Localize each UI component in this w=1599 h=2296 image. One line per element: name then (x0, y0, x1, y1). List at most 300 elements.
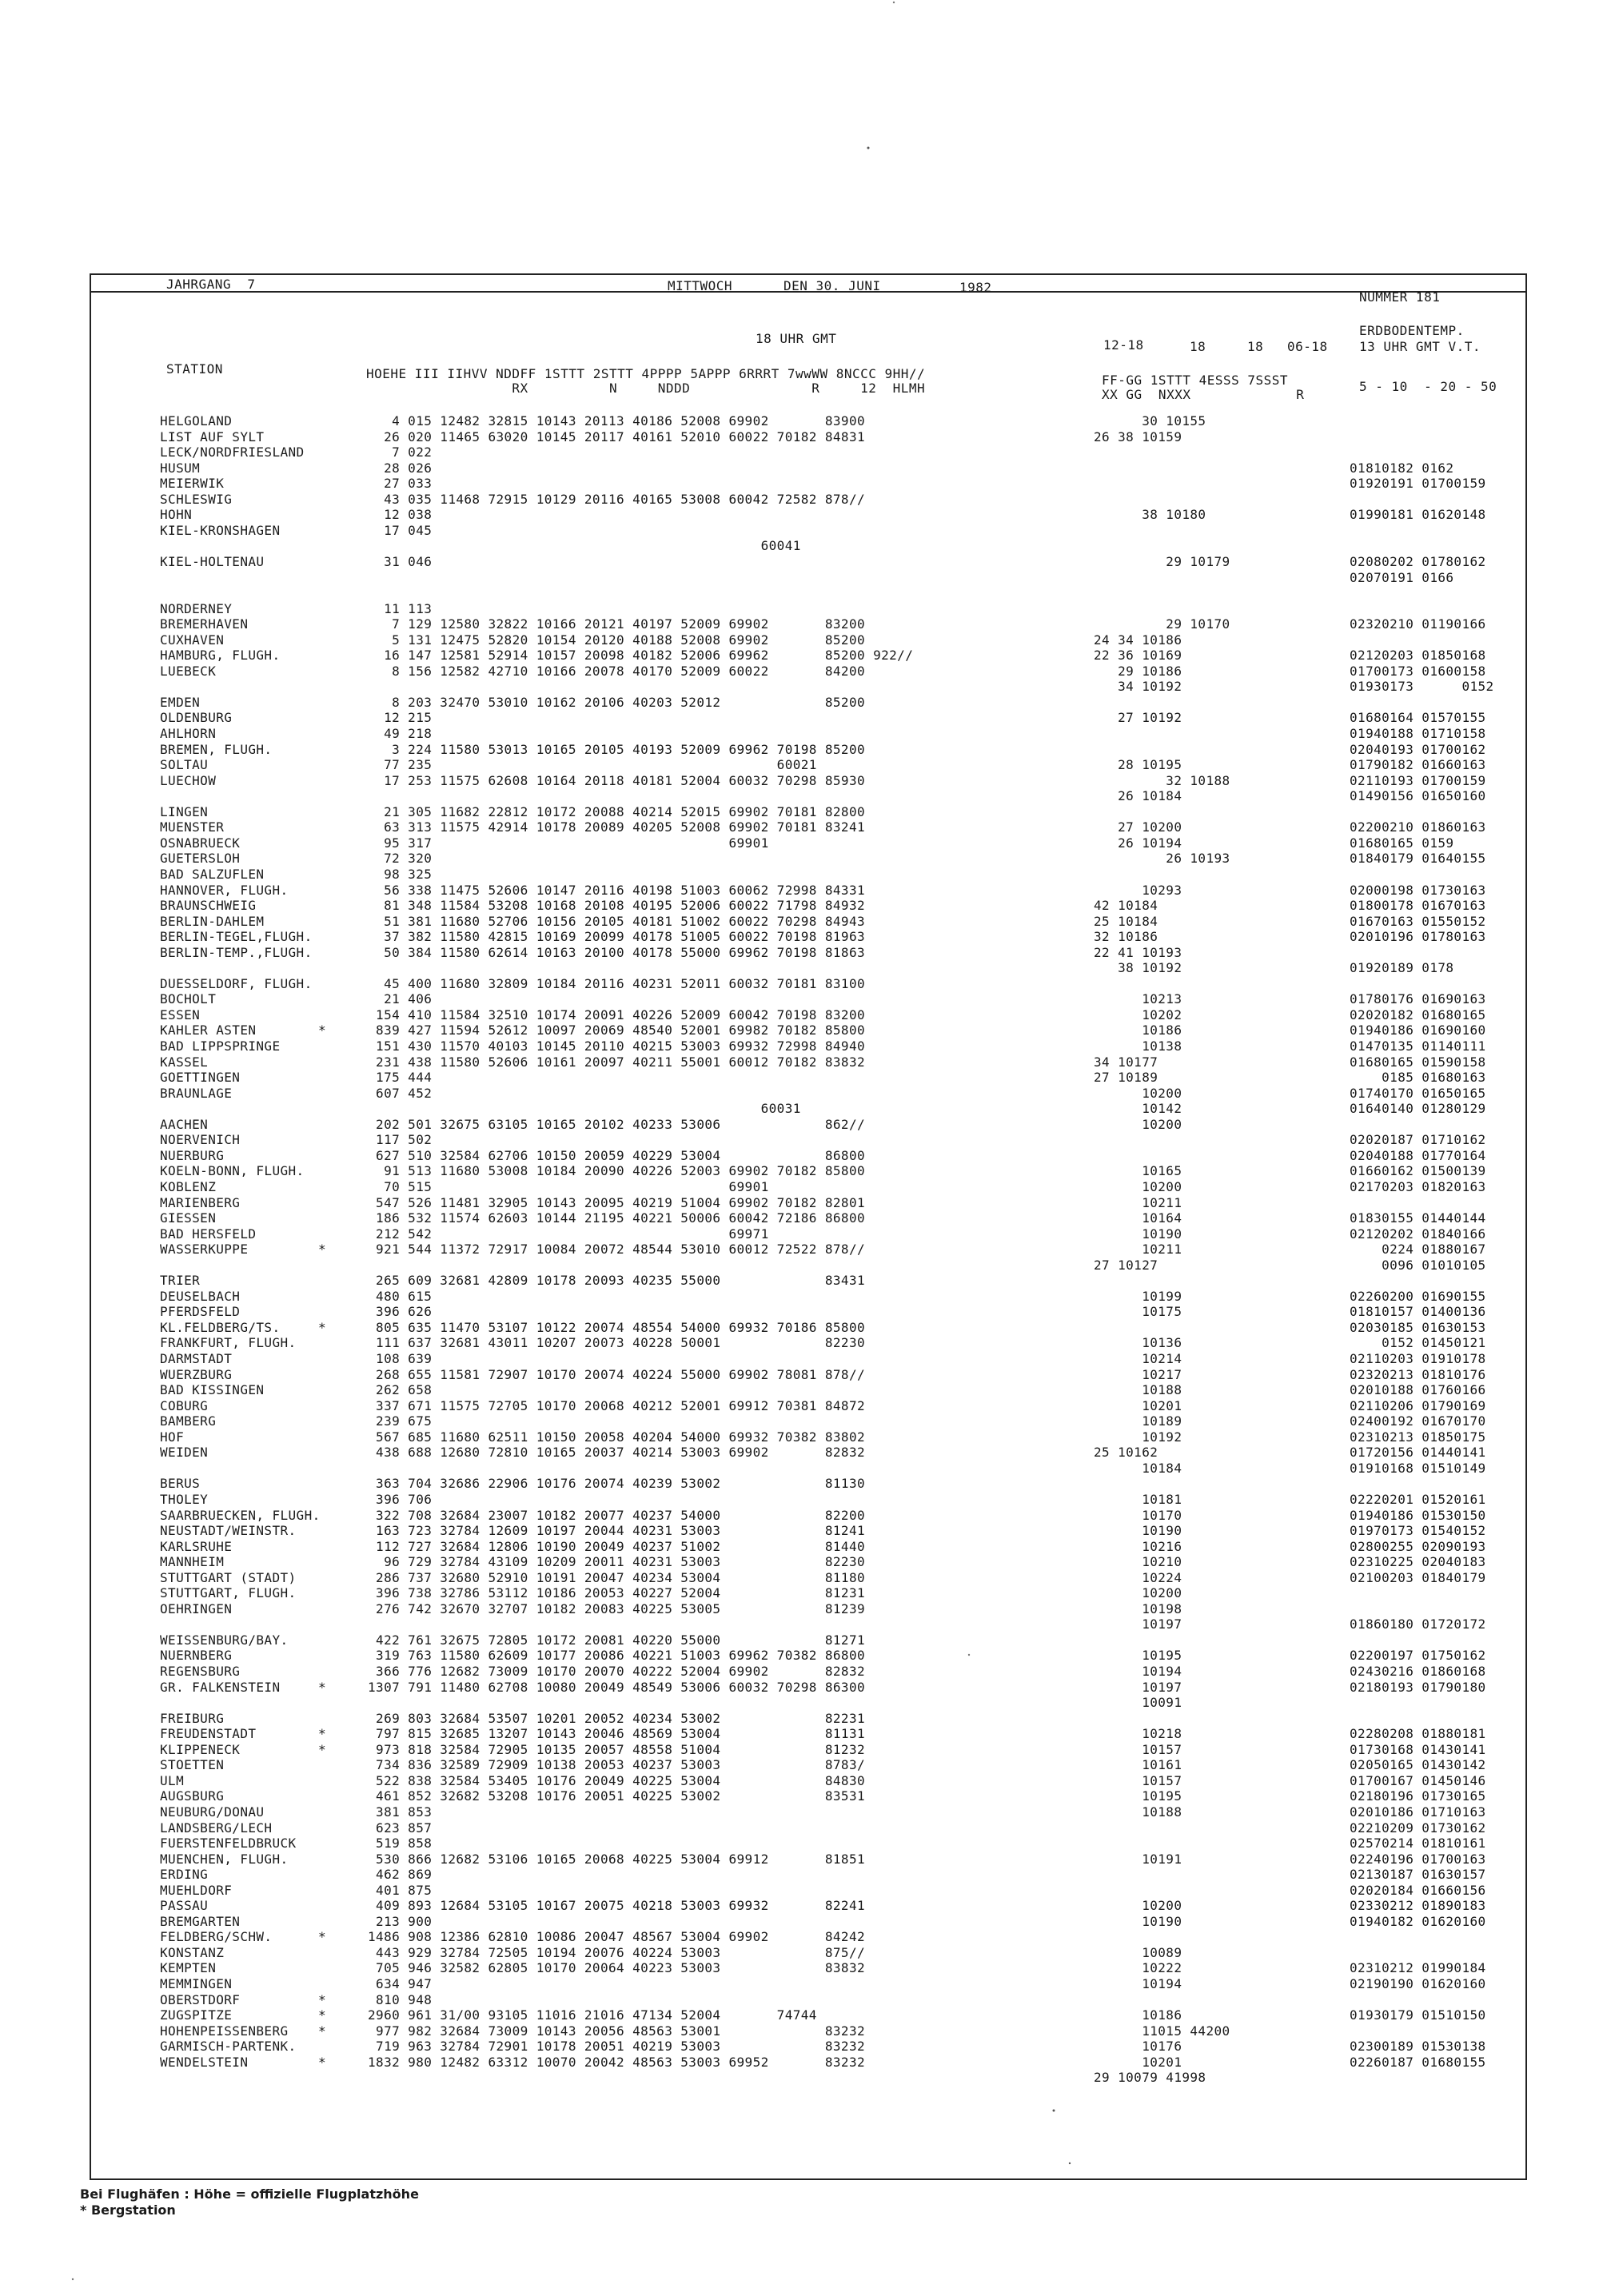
extra-code-groups: 10188 (1094, 1804, 1182, 1820)
issue-number: NUMMER 181 (1359, 289, 1441, 305)
station-name: KAHLER ASTEN (160, 1022, 257, 1038)
synop-code-groups: 8 203 32470 53010 10162 20106 40203 52012 85200 (368, 695, 866, 710)
station-name: BERLIN-TEMP.,FLUGH. (160, 945, 313, 960)
soil-temperatures: 02000198 01730163 (1350, 883, 1486, 898)
extra-code-groups: 32 10188 (1094, 773, 1230, 788)
station-name: STUTTGART (STADT) (160, 1570, 297, 1585)
extra-code-groups: 10186 (1094, 1022, 1182, 1038)
jahrgang-label: JAHRGANG 7 (166, 277, 256, 292)
synop-code-groups: 151 430 11570 40103 10145 20110 40215 53003 69932 72998 84940 (368, 1038, 866, 1054)
soil-temperatures: 0185 01680163 (1350, 1070, 1486, 1085)
synop-code-groups: 81 348 11584 53208 10168 20108 40195 52006 60022 71798 84932 (368, 898, 866, 913)
synop-code-groups: 60031 (368, 1101, 801, 1116)
station-name: KOBLENZ (160, 1179, 217, 1194)
soil-temperatures: 01830155 01440144 (1350, 1210, 1486, 1226)
station-name: BERLIN-DAHLEM (160, 914, 265, 929)
extra-code-groups: 10157 (1094, 1773, 1182, 1788)
synop-code-groups: 175 444 (368, 1070, 433, 1085)
mountain-station-marker: * (318, 2007, 327, 2023)
soil-temperatures: 02220201 01520161 (1350, 1492, 1486, 1507)
extra-code-groups: 10194 (1094, 1976, 1182, 1991)
synop-code-groups: 108 639 (368, 1351, 433, 1366)
synop-code-groups: 1486 908 12386 62810 10086 20047 48567 53004 69902 84242 (368, 1929, 866, 1944)
synop-code-groups: 49 218 (368, 726, 433, 741)
station-name: DUESSELDORF, FLUGH. (160, 976, 313, 991)
soil-temperatures: 02110193 01700159 (1350, 773, 1486, 788)
synop-code-groups: 810 948 (368, 1992, 433, 2007)
soil-temperatures: 0152 01450121 (1350, 1335, 1486, 1350)
station-name: REGENSBURG (160, 1664, 241, 1679)
station-name: NOERVENICH (160, 1132, 241, 1147)
synop-code-groups: 51 381 11680 52706 10156 20105 40181 51002 60022 70298 84943 (368, 914, 866, 929)
soil-temperatures: 01810157 01400136 (1350, 1304, 1486, 1319)
station-name: OBERSTDORF (160, 1992, 241, 2007)
station-name: MUEHLDORF (160, 1883, 233, 1898)
extra-code-groups: 11015 44200 (1094, 2023, 1230, 2039)
station-name: KLIPPENECK (160, 1742, 241, 1757)
soil-temperatures: 01680165 0159 (1350, 835, 1454, 851)
soil-temperatures: 02310225 02040183 (1350, 1554, 1486, 1569)
soil-temp-subtitle: 13 UHR GMT V.T. (1359, 339, 1481, 354)
extra-code-groups: 10136 (1094, 1335, 1182, 1350)
extra-code-groups: 10194 (1094, 1664, 1182, 1679)
synop-code-groups: 154 410 11584 32510 10174 20091 40226 52009 60042 70198 83200 (368, 1007, 866, 1022)
soil-temperatures: 0096 01010105 (1350, 1258, 1486, 1273)
station-name: GOETTINGEN (160, 1070, 241, 1085)
station-name: CUXHAVEN (160, 632, 225, 648)
station-name: LINGEN (160, 804, 209, 819)
extra-code-groups: 10211 (1094, 1242, 1182, 1257)
extra-code-groups: 10201 (1094, 2055, 1182, 2070)
extra-code-groups: 10293 (1094, 883, 1182, 898)
station-name: BREMERHAVEN (160, 616, 249, 632)
extra-code-groups: 10142 (1094, 1101, 1182, 1116)
soil-temperatures: 01790182 01660163 (1350, 757, 1486, 772)
synop-code-groups: 461 852 32682 53208 10176 20051 40225 53002 83531 (368, 1788, 866, 1804)
synop-code-groups: 1832 980 12482 63312 10070 20042 48563 53003 69952 83232 (368, 2055, 866, 2070)
station-name: SAARBRUECKEN, FLUGH. (160, 1508, 321, 1523)
station-name: HOHN (160, 507, 193, 522)
station-name: BERUS (160, 1476, 201, 1491)
extra-code-groups: 10190 (1094, 1523, 1182, 1538)
group-06-18: 06-18 (1287, 339, 1328, 354)
soil-temperatures: 02800255 02090193 (1350, 1539, 1486, 1554)
soil-temperatures: 02200210 01860163 (1350, 819, 1486, 835)
synop-code-groups: 634 947 (368, 1976, 433, 1991)
extra-code-groups: 10218 (1094, 1726, 1182, 1741)
extra-code-groups: 10192 (1094, 1429, 1182, 1445)
synop-code-groups: 462 869 (368, 1867, 433, 1882)
station-name: KASSEL (160, 1054, 209, 1070)
station-name: BERLIN-TEGEL,FLUGH. (160, 929, 313, 944)
synop-code-groups: 37 382 11580 42815 10169 20099 40178 51005 60022 70198 81963 (368, 929, 866, 944)
synop-code-groups: 8 156 12582 42710 10166 20078 40170 52009 60022 84200 (368, 664, 866, 679)
soil-temperatures: 01670163 01550152 (1350, 914, 1486, 929)
synop-code-groups: 213 900 (368, 1914, 433, 1929)
synop-code-groups: 21 305 11682 22812 10172 20088 40214 52015 69902 70181 82800 (368, 804, 866, 819)
code-groups-subheader: RX N NDDD R 12 HLMH (366, 381, 926, 396)
station-name: LIST AUF SYLT (160, 429, 265, 444)
synop-code-groups: 28 026 (368, 460, 433, 476)
extra-code-groups: 26 10193 (1094, 851, 1230, 866)
soil-temperatures: 01920191 01700159 (1350, 476, 1486, 491)
synop-code-groups: 623 857 (368, 1820, 433, 1836)
extra-code-groups: 10170 (1094, 1508, 1182, 1523)
soil-temperatures: 01700167 01450146 (1350, 1773, 1486, 1788)
extra-code-groups: 29 10179 (1094, 554, 1230, 569)
synop-code-groups: 797 815 32685 13207 10143 20046 48569 53004 81131 (368, 1726, 866, 1741)
soil-temperatures: 01930173 0152 (1350, 679, 1494, 694)
station-name: WEISSENBURG/BAY. (160, 1632, 289, 1648)
extra-code-groups: 10191 (1094, 1852, 1182, 1867)
station-name: BAD LIPPSPRINGE (160, 1038, 281, 1054)
station-name: GIESSEN (160, 1210, 217, 1226)
station-name: BRAUNSCHWEIG (160, 898, 257, 913)
group-18-a: 18 (1190, 339, 1206, 354)
synop-code-groups: 12 215 (368, 710, 433, 725)
station-name: WASSERKUPPE (160, 1242, 249, 1257)
station-name: STUTTGART, FLUGH. (160, 1585, 297, 1600)
extra-code-groups: 10197 (1094, 1680, 1182, 1695)
extra-code-groups: 10197 (1094, 1616, 1182, 1632)
synop-code-groups: 77 235 60021 (368, 757, 817, 772)
station-name: NEUBURG/DONAU (160, 1804, 265, 1820)
extra-code-groups: 10216 (1094, 1539, 1182, 1554)
extra-code-groups: 38 10180 (1094, 507, 1206, 522)
station-name: LECK/NORDFRIESLAND (160, 444, 305, 460)
synop-code-groups: 396 738 32786 53112 10186 20053 40227 52004 81231 (368, 1585, 866, 1600)
synop-code-groups: 480 615 (368, 1289, 433, 1304)
station-name: WUERZBURG (160, 1367, 233, 1382)
synop-code-groups: 322 708 32684 23007 10182 20077 40237 54000 82200 (368, 1508, 866, 1523)
synop-code-groups: 63 313 11575 42914 10178 20089 40205 52008 69902 70181 83241 (368, 819, 866, 835)
synop-code-groups: 363 704 32686 22906 10176 20074 40239 53002 81130 (368, 1476, 866, 1491)
station-name: KIEL-HOLTENAU (160, 554, 265, 569)
synop-code-groups: 276 742 32670 32707 10182 20083 40225 53005 81239 (368, 1601, 866, 1616)
station-name: LUECHOW (160, 773, 217, 788)
extra-code-groups: 10190 (1094, 1226, 1182, 1242)
soil-temperatures: 02310212 01990184 (1350, 1960, 1486, 1975)
station-name: GARMISCH-PARTENK. (160, 2039, 297, 2054)
soil-temperatures: 01640140 01280129 (1350, 1101, 1486, 1116)
extra-code-groups: 10184 (1094, 1461, 1182, 1476)
synop-code-groups: 186 532 11574 62603 10144 21195 40221 50006 60042 72186 86800 (368, 1210, 866, 1226)
station-column-label: STATION (166, 361, 223, 377)
extra-code-groups: 10188 (1094, 1382, 1182, 1397)
soil-temperatures: 02330212 01890183 (1350, 1898, 1486, 1913)
synop-code-groups: 547 526 11481 32905 10143 20095 40219 51004 69902 70182 82801 (368, 1195, 866, 1210)
extra-code-groups: 27 10189 (1094, 1070, 1158, 1085)
soil-temperatures: 01910168 01510149 (1350, 1461, 1486, 1476)
extra-code-groups: 10200 (1094, 1086, 1182, 1101)
station-name: ULM (160, 1773, 185, 1788)
synop-code-groups: 1307 791 11480 62708 10080 20049 48549 53006 60032 70298 86300 (368, 1680, 866, 1695)
soil-temperatures: 02320213 01810176 (1350, 1367, 1486, 1382)
mountain-station-marker: * (318, 1680, 327, 1695)
station-name: AUGSBURG (160, 1788, 225, 1804)
station-name: GR. FALKENSTEIN (160, 1680, 281, 1695)
station-name: KARLSRUHE (160, 1539, 233, 1554)
synop-code-groups: 530 866 12682 53106 10165 20068 40225 53004 69912 81851 (368, 1852, 866, 1867)
synop-code-groups: 409 893 12684 53105 10167 20075 40218 53003 69932 82241 (368, 1898, 866, 1913)
station-name: NUERBURG (160, 1148, 225, 1163)
soil-temperatures: 01680164 01570155 (1350, 710, 1486, 725)
synop-code-groups: 2960 961 31/00 93105 11016 21016 47134 52004 74744 (368, 2007, 817, 2023)
soil-temperatures: 02280208 01880181 (1350, 1726, 1486, 1741)
soil-temperatures: 01940186 01530150 (1350, 1508, 1486, 1523)
extra-code-groups: 10161 (1094, 1757, 1182, 1772)
synop-code-groups: 16 147 12581 52914 10157 20098 40182 52006 69962 85200 922// (368, 648, 914, 663)
soil-temperatures: 01680165 01590158 (1350, 1054, 1486, 1070)
soil-temperatures: 02010196 01780163 (1350, 929, 1486, 944)
synop-code-groups: 319 763 11580 62609 10177 20086 40221 51003 69962 70382 86800 (368, 1648, 866, 1663)
extra-code-groups: 10200 (1094, 1898, 1182, 1913)
synop-code-groups: 56 338 11475 52606 10147 20116 40198 51003 60062 72998 84331 (368, 883, 866, 898)
soil-temp-title: ERDBODENTEMP. (1359, 323, 1465, 338)
synop-code-groups: 45 400 11680 32809 10184 20116 40231 52011 60032 70181 83100 (368, 976, 866, 991)
soil-temperatures: 02020184 01660156 (1350, 1883, 1486, 1898)
extra-code-groups: 27 10127 (1094, 1258, 1158, 1273)
station-name: DEUSELBACH (160, 1289, 241, 1304)
station-name: FREIBURG (160, 1711, 225, 1726)
extra-code-groups: 10165 (1094, 1163, 1182, 1178)
station-name: BREMGARTEN (160, 1914, 241, 1929)
extra-code-groups: 29 10186 (1094, 664, 1182, 679)
extra-code-groups: 38 10192 (1094, 960, 1182, 975)
station-name: LUEBECK (160, 664, 217, 679)
synop-code-groups: 95 317 69901 (368, 835, 769, 851)
extra-code-groups: 24 34 10186 (1094, 632, 1182, 648)
synop-code-groups: 163 723 32784 12609 10197 20044 40231 53003 81241 (368, 1523, 866, 1538)
station-name: BAD HERSFELD (160, 1226, 257, 1242)
soil-temperatures: 01920189 0178 (1350, 960, 1454, 975)
extra-code-groups: 29 10079 41998 (1094, 2070, 1206, 2085)
synop-code-groups: 268 655 11581 72907 10170 20074 40224 55000 69902 78081 878// (368, 1367, 866, 1382)
station-name: MEMMINGEN (160, 1976, 233, 1991)
soil-temperatures: 01940186 01690160 (1350, 1022, 1486, 1038)
synop-code-groups: 396 706 (368, 1492, 433, 1507)
mountain-station-marker: * (318, 1742, 327, 1757)
station-name: KIEL-KRONSHAGEN (160, 523, 281, 538)
station-name: NEUSTADT/WEINSTR. (160, 1523, 297, 1538)
soil-temperatures: 01780176 01690163 (1350, 991, 1486, 1006)
station-name: BAD KISSINGEN (160, 1382, 265, 1397)
synop-code-groups: 3 224 11580 53013 10165 20105 40193 52009 69962 70198 85200 (368, 742, 866, 757)
synop-code-groups: 443 929 32784 72505 10194 20076 40224 53003 875// (368, 1945, 866, 1960)
soil-temperatures: 02070191 0166 (1350, 570, 1454, 585)
soil-temperatures: 02310213 01850175 (1350, 1429, 1486, 1445)
station-name: OEHRINGEN (160, 1601, 233, 1616)
extra-code-groups: 10217 (1094, 1367, 1182, 1382)
group-12-18: 12-18 (1103, 337, 1144, 353)
extra-code-groups: 10214 (1094, 1351, 1182, 1366)
synop-code-groups: 839 427 11594 52612 10097 20069 48540 52001 69982 70182 85800 (368, 1022, 866, 1038)
synop-code-groups: 202 501 32675 63105 10165 20102 40233 53006 862// (368, 1117, 866, 1132)
station-name: HOHENPEISSENBERG (160, 2023, 289, 2039)
extra-code-groups: 10200 (1094, 1585, 1182, 1600)
mountain-station-marker: * (318, 1022, 327, 1038)
extra-code-groups: 10195 (1094, 1788, 1182, 1804)
station-name: SOLTAU (160, 757, 209, 772)
extra-code-groups: 10195 (1094, 1648, 1182, 1663)
extra-code-groups: 10189 (1094, 1413, 1182, 1429)
time-title: 18 UHR GMT (756, 331, 837, 346)
soil-temperatures: 01720156 01440141 (1350, 1445, 1486, 1460)
soil-temperatures: 02180193 01790180 (1350, 1680, 1486, 1695)
extra-code-groups: 10181 (1094, 1492, 1182, 1507)
synop-code-groups: 117 502 (368, 1132, 433, 1147)
station-name: HOF (160, 1429, 185, 1445)
station-name: FELDBERG/SCHW. (160, 1929, 273, 1944)
soil-temperatures: 02430216 01860168 (1350, 1664, 1486, 1679)
soil-temperatures: 02040193 01700162 (1350, 742, 1486, 757)
soil-temperatures: 02110206 01790169 (1350, 1398, 1486, 1413)
year-label: 1982 (959, 280, 992, 295)
synop-code-groups: 269 803 32684 53507 10201 20052 40234 53002 82231 (368, 1711, 866, 1726)
mountain-station-marker: * (318, 1929, 327, 1944)
soil-temperatures: 01470135 01140111 (1350, 1038, 1486, 1054)
synop-code-groups: 17 253 11575 62608 10164 20118 40181 52004 60032 70298 85930 (368, 773, 866, 788)
mountain-station-marker: * (318, 1992, 327, 2007)
station-name: HANNOVER, FLUGH. (160, 883, 289, 898)
synop-code-groups: 262 658 (368, 1382, 433, 1397)
station-name: THOLEY (160, 1492, 209, 1507)
extra-code-groups: 26 38 10159 (1094, 429, 1182, 444)
synop-code-groups: 111 637 32681 43011 10207 20073 40228 50001 82230 (368, 1335, 866, 1350)
soil-temperatures: 01970173 01540152 (1350, 1523, 1486, 1538)
mountain-station-marker: * (318, 2055, 327, 2070)
synop-code-groups: 91 513 11680 53008 10184 20090 40226 52003 69902 70182 85800 (368, 1163, 866, 1178)
station-name: SCHLESWIG (160, 492, 233, 507)
station-name: NORDERNEY (160, 601, 233, 616)
station-name: OSNABRUECK (160, 835, 241, 851)
extra-code-groups: 26 10184 (1094, 788, 1182, 803)
station-name: KEMPTEN (160, 1960, 217, 1975)
station-name: NUERNBERG (160, 1648, 233, 1663)
extra-code-groups: 10201 (1094, 1398, 1182, 1413)
extra-code-groups: 10200 (1094, 1179, 1182, 1194)
soil-temperatures: 02120202 01840166 (1350, 1226, 1486, 1242)
synop-code-groups: 72 320 (368, 851, 433, 866)
synop-code-groups: 381 853 (368, 1804, 433, 1820)
soil-temperatures: 02130187 01630157 (1350, 1867, 1486, 1882)
station-name: AHLHORN (160, 726, 217, 741)
synop-code-groups: 4 015 12482 32815 10143 20113 40186 52008 69902 83900 (368, 413, 866, 429)
soil-temperatures: 02020187 01710162 (1350, 1132, 1486, 1147)
extra-code-groups: 10190 (1094, 1914, 1182, 1929)
soil-temperatures: 02190190 01620160 (1350, 1976, 1486, 1991)
station-name: BAD SALZUFLEN (160, 867, 265, 882)
soil-temperatures: 01800178 01670163 (1350, 898, 1486, 913)
soil-temperatures: 01810182 0162 (1350, 460, 1454, 476)
station-name: ZUGSPITZE (160, 2007, 233, 2023)
extra-code-groups: 22 36 10169 (1094, 648, 1182, 663)
synop-code-groups: 337 671 11575 72705 10170 20068 40212 52001 69912 70381 84872 (368, 1398, 866, 1413)
soil-temperatures: 01490156 01650160 (1350, 788, 1486, 803)
soil-temperatures: 01930179 01510150 (1350, 2007, 1486, 2023)
synop-code-groups: 977 982 32684 73009 10143 20056 48563 53001 83232 (368, 2023, 866, 2039)
station-name: BAMBERG (160, 1413, 217, 1429)
synop-code-groups: 70 515 69901 (368, 1179, 769, 1194)
code-groups-header: HOEHE III IIHVV NDDFF 1STTT 2STTT 4PPPP 5APPP 6RRRT 7wwWW 8NCCC 9HH// (366, 366, 926, 381)
extra-code-groups: 10200 (1094, 1117, 1182, 1132)
extra-code-groups: 10202 (1094, 1007, 1182, 1022)
soil-temperatures: 02020182 01680165 (1350, 1007, 1486, 1022)
footnote-airport-height: Bei Flughäfen : Höhe = offizielle Flugplatzhöhe (80, 2186, 419, 2202)
extra-code-groups: 10157 (1094, 1742, 1182, 1757)
synop-code-groups: 11 113 (368, 601, 433, 616)
extra-code-groups: 10138 (1094, 1038, 1182, 1054)
extra-code-groups: 25 10184 (1094, 914, 1158, 929)
extra-code-groups: 10210 (1094, 1554, 1182, 1569)
synop-code-groups: 12 038 (368, 507, 433, 522)
station-name: AACHEN (160, 1117, 209, 1132)
synop-code-groups: 396 626 (368, 1304, 433, 1319)
synop-code-groups: 286 737 32680 52910 10191 20047 40234 53004 81180 (368, 1570, 866, 1585)
synop-code-groups: 7 129 12580 32822 10166 20121 40197 52009 69902 83200 (368, 616, 866, 632)
soil-temperatures: 02570214 01810161 (1350, 1836, 1486, 1851)
synop-code-groups: 522 838 32584 53405 10176 20049 40225 53004 84830 (368, 1773, 866, 1788)
synop-code-groups: 21 406 (368, 991, 433, 1006)
extra-code-groups: 42 10184 (1094, 898, 1158, 913)
station-name: HUSUM (160, 460, 201, 476)
station-name: MEIERWIK (160, 476, 225, 491)
station-name: BOCHOLT (160, 991, 217, 1006)
synop-code-groups: 98 325 (368, 867, 433, 882)
soil-temperatures: 02320210 01190166 (1350, 616, 1486, 632)
synop-code-groups: 519 858 (368, 1836, 433, 1851)
synop-code-groups: 607 452 (368, 1086, 433, 1101)
synop-code-groups: 973 818 32584 72905 10135 20057 48558 51004 81232 (368, 1742, 866, 1757)
extra-code-groups: 32 10186 (1094, 929, 1158, 944)
soil-temperatures: 02010188 01760166 (1350, 1382, 1486, 1397)
soil-depths-header: 5 - 10 - 20 - 50 (1359, 379, 1497, 394)
soil-temperatures: 02300189 01530138 (1350, 2039, 1486, 2054)
station-name: EMDEN (160, 695, 201, 710)
soil-temperatures: 02180196 01730165 (1350, 1788, 1486, 1804)
soil-temperatures: 02200197 01750162 (1350, 1648, 1486, 1663)
mountain-station-marker: * (318, 1320, 327, 1335)
station-name: HAMBURG, FLUGH. (160, 648, 281, 663)
soil-temperatures: 02400192 01670170 (1350, 1413, 1486, 1429)
synop-code-groups: 96 729 32784 43109 10209 20011 40231 53003 82230 (368, 1554, 866, 1569)
extra-code-groups: 10198 (1094, 1601, 1182, 1616)
synop-code-groups: 112 727 32684 12806 10190 20049 40237 51002 81440 (368, 1539, 866, 1554)
synop-code-groups: 17 045 (368, 523, 433, 538)
extra-code-groups: 10175 (1094, 1304, 1182, 1319)
extra-code-groups: 10199 (1094, 1289, 1182, 1304)
extra-code-groups: 10211 (1094, 1195, 1182, 1210)
soil-temperatures: 01740170 01650165 (1350, 1086, 1486, 1101)
extra-code-groups: 10164 (1094, 1210, 1182, 1226)
station-name: LANDSBERG/LECH (160, 1820, 273, 1836)
station-name: FRANKFURT, FLUGH. (160, 1335, 297, 1350)
synop-code-groups: 719 963 32784 72901 10178 20051 40219 53003 83232 (368, 2039, 866, 2054)
soil-temperatures: 02100203 01840179 (1350, 1570, 1486, 1585)
station-name: STOETTEN (160, 1757, 225, 1772)
extra-code-groups: 25 10162 (1094, 1445, 1158, 1460)
soil-temperatures: 02240196 01700163 (1350, 1852, 1486, 1867)
station-name: ERDING (160, 1867, 209, 1882)
extra-code-groups: 28 10195 (1094, 757, 1182, 772)
synop-code-groups: 7 022 (368, 444, 433, 460)
station-name: ESSEN (160, 1007, 201, 1022)
mountain-station-marker: * (318, 1242, 327, 1257)
station-name: BREMEN, FLUGH. (160, 742, 273, 757)
extra-code-groups: 30 10155 (1094, 413, 1206, 429)
station-name: FREUDENSTADT (160, 1726, 257, 1741)
synop-code-groups: 50 384 11580 62614 10163 20100 40178 55000 69962 70198 81863 (368, 945, 866, 960)
